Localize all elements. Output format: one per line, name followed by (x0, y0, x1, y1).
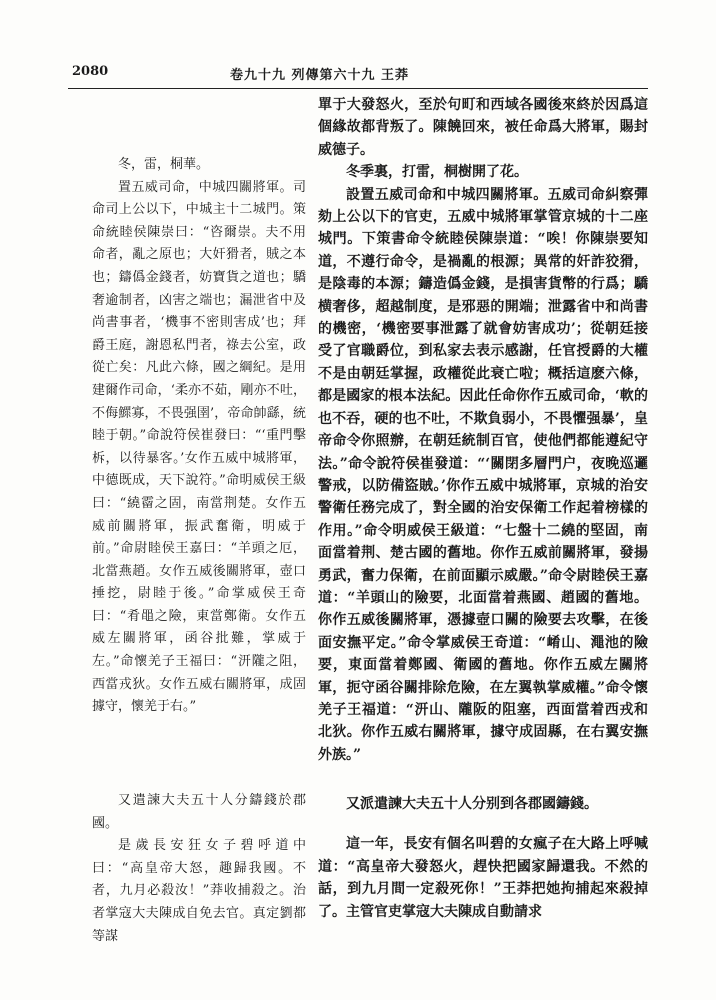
paragraph: 單于大發怒火，至於句町和西域各國後來終於因爲這個緣故都背叛了。陳饒回來，被任命爲大將軍，賜封威德子。 (318, 97, 648, 158)
header-rule (68, 88, 648, 89)
paragraph: 又遣諫大夫五十人分鑄錢於郡國。 (92, 793, 306, 831)
paragraph: 這一年，長安有個名叫碧的女瘋子在大路上呼喊道：“高皇帝大發怒火，趕快把國家歸還我。不然的話，到九月間一定殺死你！”王莽把她拘捕起來殺掉了。主管官吏掌寇大夫陳成自動請求 (318, 836, 648, 920)
paragraph: 冬季裏，打雷，桐樹開了花。 (346, 164, 528, 181)
right-column-lower (318, 793, 648, 923)
left-column-lower (92, 790, 306, 948)
page-number: 2080 (72, 64, 109, 79)
paragraph: 是歲長安狂女子碧呼道中曰：“高皇帝大怒，趣歸我國。不者，九月必殺汝！”莽收捕殺之。治者掌寇大夫陳成自免去官。真定劉都等謀 (92, 838, 306, 944)
paragraph: 冬，雷，桐華。 (118, 157, 210, 172)
paragraph: 設置五威司命和中城四關將軍。五威司命糾察彈劾上公以下的官吏，五威中城將軍掌管京城的十二座城門。下策書命令統睦侯陳崇道：“唉！你陳崇要知道，不遵行命令，是禍亂的根源；異常的奸詐狡猾，是陰毒的本源；鑄造僞金錢，是損害貨幣的行爲；驕横奢侈，超越制度，是邪惡的開端；泄露省中和尚書的機密，‘機密要事泄露了就會妨害成功’；從朝廷接受了官職爵位，到私家去表示感謝，任官授爵的大權不是由朝廷掌握，政權從此衰亡啦；概括這麽六條，都是國家的根本法紀。因此任命你作五威司命，‘軟的也不吞，硬的也不吐，不欺負弱小，不畏懼强暴’，皇帝命令你照辦，在朝廷統制百官，使他們都能遵紀守法。”命令說符侯崔發道：“‘關閉多層門户，夜晚巡邏警戒，以防備盜賊。’你作五威中城將軍，京城的治安警衛任務完成了，對全國的治安保衛工作起着榜樣的作用。”命令明威侯王級道：“七盤十二繞的堅固，南面當着荆、楚古國的舊地。你作五威前關將軍，發揚勇武，奮力保衛，在前面顯示威嚴。”命令尉睦侯王嘉道：“羊頭山的險要，北面當着燕國、趙國的舊地。你作五威後關將軍，憑據壺口關的險要去攻擊，在後面安撫平定。”命令掌威侯王奇道：“崤山、澠池的險要，東面當着鄭國、衛國的舊地。你作五威左關將軍，扼守函谷關排除危險，在左翼執掌威權。”命令懷羌子王福道：“汧山、隴阪的阻塞，西面當着西戎和北狄。你作五威右關將軍，據守成固縣，在右翼安撫外族。” (318, 186, 648, 763)
paragraph: 置五威司命，中城四關將軍。司命司上公以下，中城主十二城門。策命統睦侯陳崇曰：“咨爾崇。夫不用命者，亂之原也；大奸猾者，賊之本也；鑄僞金錢者，妨寶貨之道也；驕奢逾制者，凶害之端也；漏泄省中及尚書事者，‘機事不密則害成’也；拜爵王庭，謝恩私門者，祿去公室，政從亡矣：凡此六條，國之綱紀。是用建爾作司命，‘柔亦不茹，剛亦不吐，不侮鰥寡，不畏强圉’，帝命帥繇，統睦于朝。”命說符侯崔發曰：“‘重門擊柝，以待暴客。’女作五威中城將軍，中德既成，天下說符。”命明威侯王級曰：“繞霤之固，南當荆楚。女作五威前關將軍，振武奮衛，明威于前。”命尉睦侯王嘉曰：“羊頭之厄，北當燕趙。女作五威後關將軍，壺口捶挖，尉睦于後。”命掌威侯王奇曰：“肴黽之險，東當鄭衛。女作五威左關將軍，函谷批難，掌威于左。”命懷羌子王福曰：“汧隴之阻，西當戎狄。女作五威右關將軍，成固據守，懷羌于右。” (92, 179, 306, 715)
paragraph: 又派遣諫大夫五十人分别到各郡國鑄錢。 (346, 796, 598, 812)
running-head: 卷九十九 列傳第六十九 王莽 (230, 68, 410, 83)
left-column-upper (92, 154, 306, 719)
right-column-upper (318, 94, 648, 766)
